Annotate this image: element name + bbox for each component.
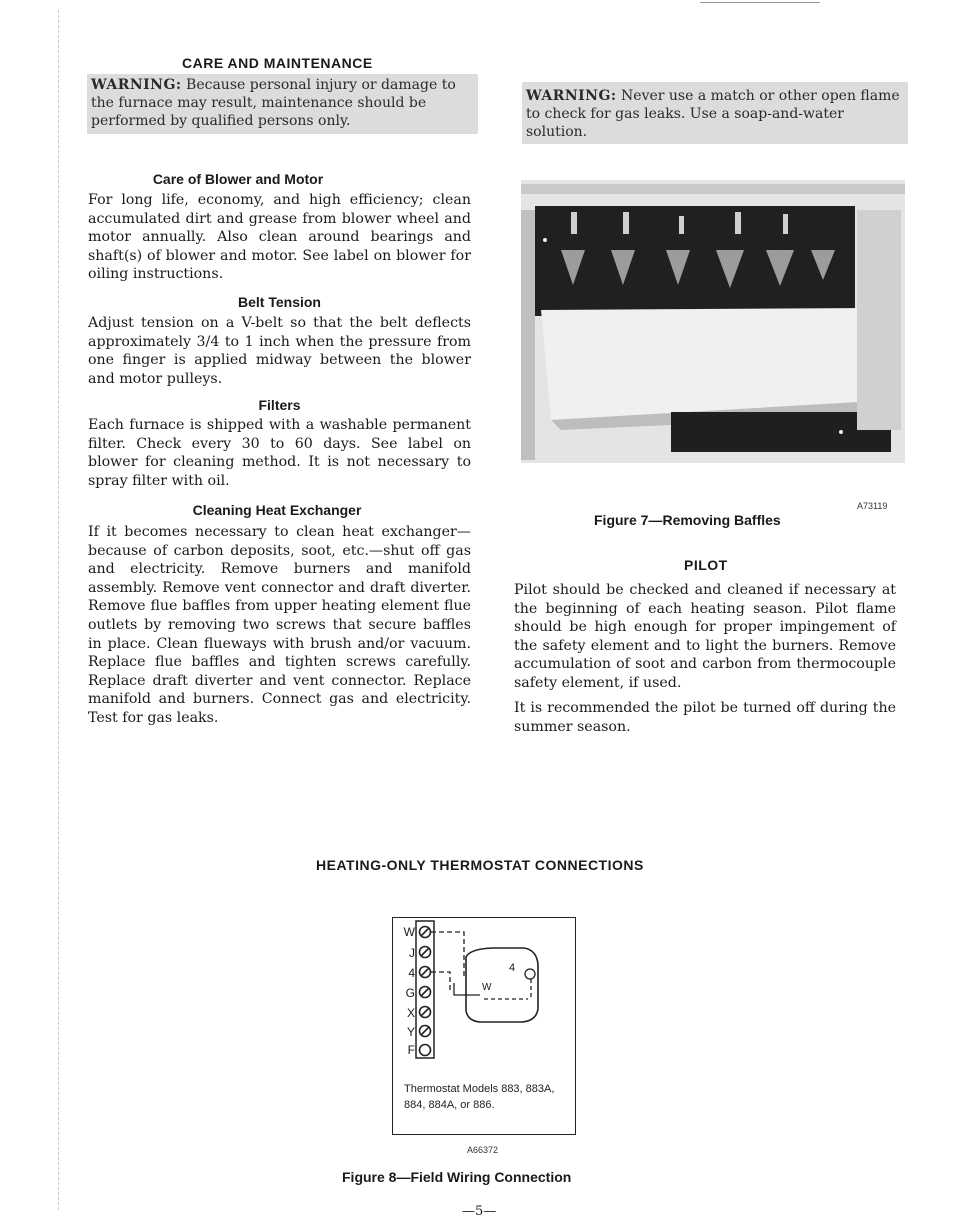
- page-margin-line: [58, 10, 59, 1210]
- blower-motor-heading: Care of Blower and Motor: [152, 171, 324, 187]
- terminal-label-f: F: [407, 1043, 415, 1057]
- terminal-label-x: X: [406, 1006, 415, 1020]
- top-rule: [700, 2, 820, 3]
- pilot-heading: PILOT: [684, 557, 728, 573]
- figure8-caption: Figure 8—Field Wiring Connection: [342, 1169, 572, 1185]
- right-warning-text: Never use a match or other open flame to check for gas leaks. Use a soap-and-water solution.: [526, 88, 900, 140]
- figure8-code: A66372: [467, 1145, 499, 1155]
- blower-motor-body: For long life, economy, and high efficiency; clean accumulated dirt and grease from blower wheel and motor annually. Also clean around bearings and shaft(s) of blower and motor. See label on blower for oiling instructions.: [88, 192, 471, 283]
- terminal-label-j: J: [409, 946, 415, 960]
- right-warning-label: WARNING:: [526, 88, 617, 104]
- filters-body: Each furnace is shipped with a washable permanent filter. Check every 30 to 60 days. See label on blower for cleaning method. It is not necessary to spray filter with oil.: [88, 417, 471, 489]
- terminal-label-g: G: [405, 986, 415, 1000]
- terminal-label-4: 4: [408, 966, 415, 980]
- terminal-label-y: Y: [406, 1025, 415, 1039]
- furnace-photo-illustration: [521, 180, 905, 463]
- thermostat-models-caption: Thermostat Models 883, 883A, 884, 884A, or 886.: [404, 1083, 555, 1111]
- heat-exchanger-heading: Cleaning Heat Exchanger: [192, 502, 362, 518]
- belt-tension-body: Adjust tension on a V-belt so that the belt deflects approximately 3/4 to 1 inch when the pressure from one finger is applied midway between the blower and motor pulleys.: [88, 315, 471, 387]
- warning-text: Because personal injury or damage to the furnace may result, maintenance should be performed by qualified persons only.: [91, 77, 456, 129]
- removing-baffles-photo: [521, 180, 905, 463]
- thermostat-terminal-w-label: W: [482, 982, 492, 993]
- filters-heading: Filters: [258, 397, 301, 413]
- pilot-body-1: Pilot should be checked and cleaned if necessary at the beginning of each heating season. Pilot flame should be high enough for proper impingement of the safety element and to light the burners. Remove accumulation of soot and carbon from thermocouple safety element, if used.: [514, 582, 896, 691]
- heat-exchanger-body: If it becomes necessary to clean heat exchanger— because of carbon deposits, soot, etc.—shut off gas and electricity. Remove burners and manifold assembly. Remove vent connector and draft diverter. Remove flue baffles from upper heating element flue outlets by removing two screws that secure baffles in place. Clean flueways with brush and/or vacuum. Replace flue baffles and tighten screws carefully. Replace draft diverter and vent connector. Replace manifold and burners. Connect gas and electricity. Test for gas leaks.: [88, 524, 471, 726]
- warning-label: WARNING:: [91, 77, 182, 93]
- page-number: —5—: [462, 1204, 497, 1219]
- figure7-caption: Figure 7—Removing Baffles: [594, 512, 781, 528]
- belt-tension-heading: Belt Tension: [238, 294, 321, 310]
- maintenance-warning-box: [87, 74, 478, 134]
- pilot-body-2: It is recommended the pilot be turned off during the summer season.: [514, 700, 896, 735]
- gas-leak-warning-box: [522, 82, 908, 144]
- terminal-label-w: W: [403, 925, 415, 939]
- thermostat-terminal-4-label: 4: [509, 962, 516, 974]
- thermostat-heading: HEATING-ONLY THERMOSTAT CONNECTIONS: [316, 857, 644, 873]
- care-maintenance-heading: CARE AND MAINTENANCE: [182, 55, 373, 71]
- figure7-code: A73119: [857, 501, 888, 511]
